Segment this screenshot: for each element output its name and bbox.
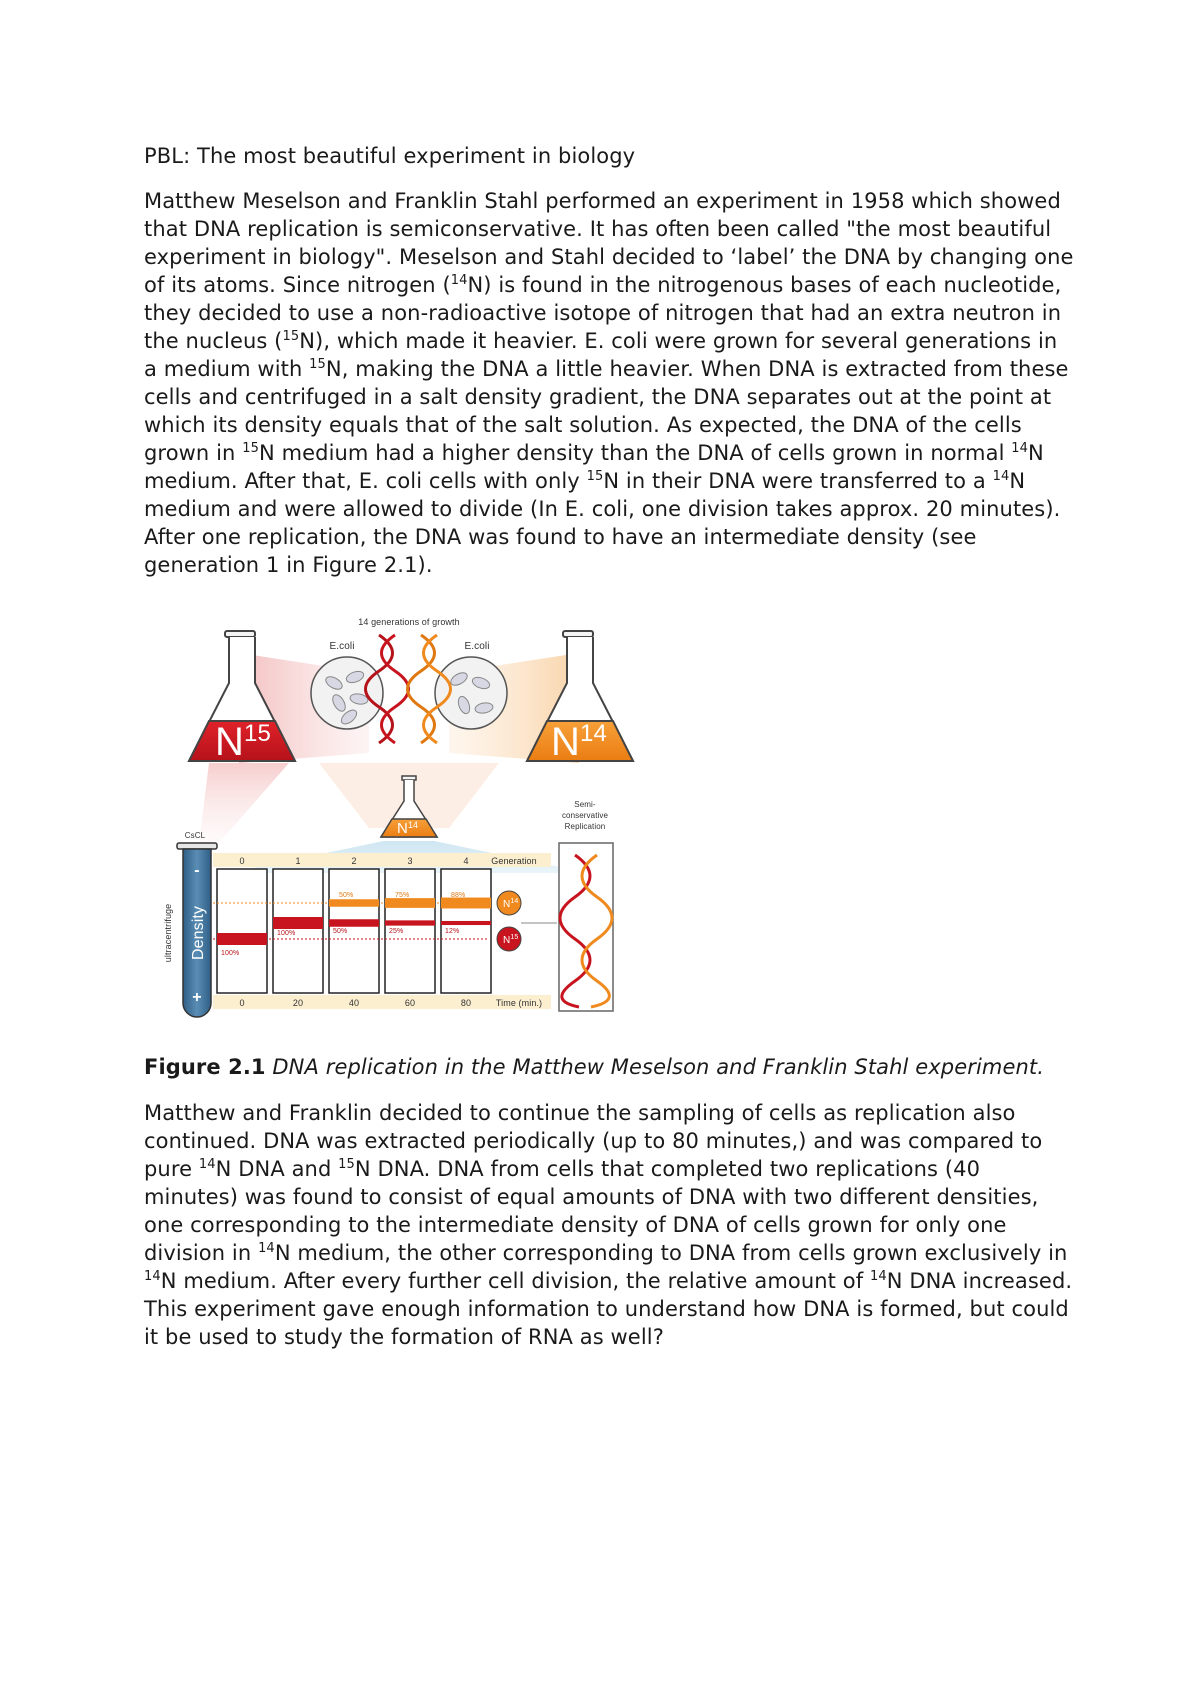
text-run: N DNA increased. This experiment gave enough information to understand how DNA is formed, but could it be used to study the formation of RNA as well? xyxy=(144,1269,1073,1349)
figure-caption-text: DNA replication in the Matthew Meselson and Franklin Stahl experiment. xyxy=(265,1055,1045,1079)
text-run: Matthew and Franklin decided to continue the sampling of cells as replication also continued. DNA was extracted periodically (up to 80 minutes,) and was compared to pure xyxy=(144,1101,1043,1181)
figure-caption-label: Figure 2.1 xyxy=(144,1055,266,1079)
heavy-percent-gen-0: 100% xyxy=(221,950,240,957)
time-tick-0: 0 xyxy=(239,998,245,1008)
text-run: N medium had a higher density than the DNA of cells grown in normal xyxy=(258,441,1012,465)
ecoli-label-left: E.coli xyxy=(329,641,355,652)
beam-down-left xyxy=(199,763,289,843)
text-run: N medium, the other corresponding to DNA from cells grown exclusively in xyxy=(274,1241,1068,1265)
isotope-superscript: 15 xyxy=(309,357,326,372)
isotope-superscript: 14 xyxy=(869,1269,887,1284)
isotope-superscript: 15 xyxy=(282,329,300,344)
isotope-superscript: 15 xyxy=(338,1157,355,1172)
generation-tick-1: 1 xyxy=(295,856,301,866)
cscl-label: CsCL xyxy=(184,831,206,840)
text-run: N medium. After that, E. coli cells with only xyxy=(144,441,1044,493)
semi-label-2: conservative xyxy=(561,811,609,820)
text-run: N) is found in the nitrogenous bases of each nucleotide, they decided to use a non-radioactive isotope of nitrogen that had an extra neutron in the nucleus ( xyxy=(144,273,1062,353)
text-run: Matthew Meselson and Franklin Stahl performed an experiment in 1958 which showed that DNA replication is semiconservative. It has often been called "the most beautiful experiment in biology". Meselson and Stahl decided to ‘label’ the DNA by changing one of its atoms. Since nitrogen ( xyxy=(144,189,1074,297)
text-run: N DNA. DNA from cells that completed two replications (40 minutes) was found to consist of equal amounts of DNA with two different densities, one corresponding to the intermediate density of DNA of cells grown for only one division in xyxy=(144,1157,1039,1265)
isotope-superscript: 14 xyxy=(144,1269,161,1284)
light-percent-gen-4: 88% xyxy=(451,892,466,899)
generation-tick-4: 4 xyxy=(463,856,469,866)
intro-paragraph xyxy=(144,187,1074,579)
ecoli-culture-right xyxy=(435,657,507,729)
time-tick-40: 40 xyxy=(348,998,360,1008)
time-header: Time (min.) xyxy=(495,998,543,1008)
time-tick-60: 60 xyxy=(404,998,416,1008)
flask-n14-label: $N^{14}$ xyxy=(551,720,607,764)
flask-small-label: $N^{14}$ xyxy=(397,820,419,837)
time-tick-80: 80 xyxy=(460,998,472,1008)
light-percent-gen-2: 50% xyxy=(339,892,354,899)
figure-caption xyxy=(144,1053,1074,1081)
text-run: N DNA and xyxy=(215,1157,339,1181)
svg-text:N14: $N^{14}$ xyxy=(503,898,519,910)
time-tick-20: 20 xyxy=(292,998,304,1008)
marker-n15 xyxy=(497,927,521,951)
heavy-percent-gen-1: 100% xyxy=(277,930,296,937)
text-run: N medium and were allowed to divide (In E. coli, one division takes approx. 20 minutes). After one replication, the DNA was found to have an intermediate density (see generation 1 in Figure 2.1). xyxy=(144,469,1061,577)
generation-header: Generation xyxy=(491,856,537,866)
flask-n15-label: $N^{15}$ xyxy=(215,720,271,764)
isotope-superscript: 14 xyxy=(1011,441,1029,456)
figure-meselson-stahl xyxy=(159,613,659,1033)
heavy-percent-gen-3: 25% xyxy=(389,928,404,935)
intermediate-band-gen-1 xyxy=(273,917,323,929)
heavy-percent-gen-2: 50% xyxy=(333,928,348,935)
isotope-superscript: 15 xyxy=(242,441,259,456)
density-lanes xyxy=(217,856,491,1008)
text-run: N), which made it heavier. E. coli were grown for several generations in a medium with xyxy=(144,329,1058,381)
semi-label-3: Replication xyxy=(564,822,606,831)
generation-tick-2: 2 xyxy=(351,856,357,866)
intermediate-band-gen-2 xyxy=(329,919,379,927)
conclusion-paragraph xyxy=(144,1099,1074,1351)
tube-cap xyxy=(177,843,217,849)
text-run: N medium. After every further cell division, the relative amount of xyxy=(160,1269,870,1293)
minus-sign: - xyxy=(194,862,200,879)
density-label: Density xyxy=(190,905,207,961)
lane-generation-0 xyxy=(217,869,267,993)
isotope-superscript: 14 xyxy=(992,469,1010,484)
semi-label-1: Semi- xyxy=(574,800,596,809)
intermediate-band-gen-3 xyxy=(385,920,435,925)
isotope-superscript: 15 xyxy=(586,469,604,484)
svg-text:N15: $N^{15}$ xyxy=(503,934,519,946)
isotope-superscript: 14 xyxy=(198,1157,216,1172)
text-run: N, making the DNA a little heavier. When DNA is extracted from these cells and centrifuged in a salt density gradient, the DNA separates out at the point at which its density equals that of the salt solution. As expected, the DNA of the cells grown in xyxy=(144,357,1069,465)
isotope-superscript: 14 xyxy=(258,1241,275,1256)
plus-sign: + xyxy=(192,989,202,1006)
ecoli-culture-left xyxy=(311,657,383,729)
intermediate-band-gen-4 xyxy=(441,921,491,925)
generation-tick-3: 3 xyxy=(407,856,413,866)
marker-n14 xyxy=(497,891,521,915)
top-generations-label: 14 generations of growth xyxy=(358,617,460,627)
text-run: N in their DNA were transferred to a xyxy=(603,469,993,493)
isotope-superscript: 14 xyxy=(450,273,468,288)
document-title: PBL: The most beautiful experiment in biology xyxy=(144,144,636,168)
heavy-percent-gen-4: 12% xyxy=(445,928,460,935)
ecoli-label-right: E.coli xyxy=(464,641,490,652)
document-body xyxy=(144,142,1074,1351)
light-percent-gen-3: 75% xyxy=(395,892,410,899)
ultracentrifuge-label: ultracentrifuge xyxy=(163,903,173,963)
generation-tick-0: 0 xyxy=(239,856,245,866)
